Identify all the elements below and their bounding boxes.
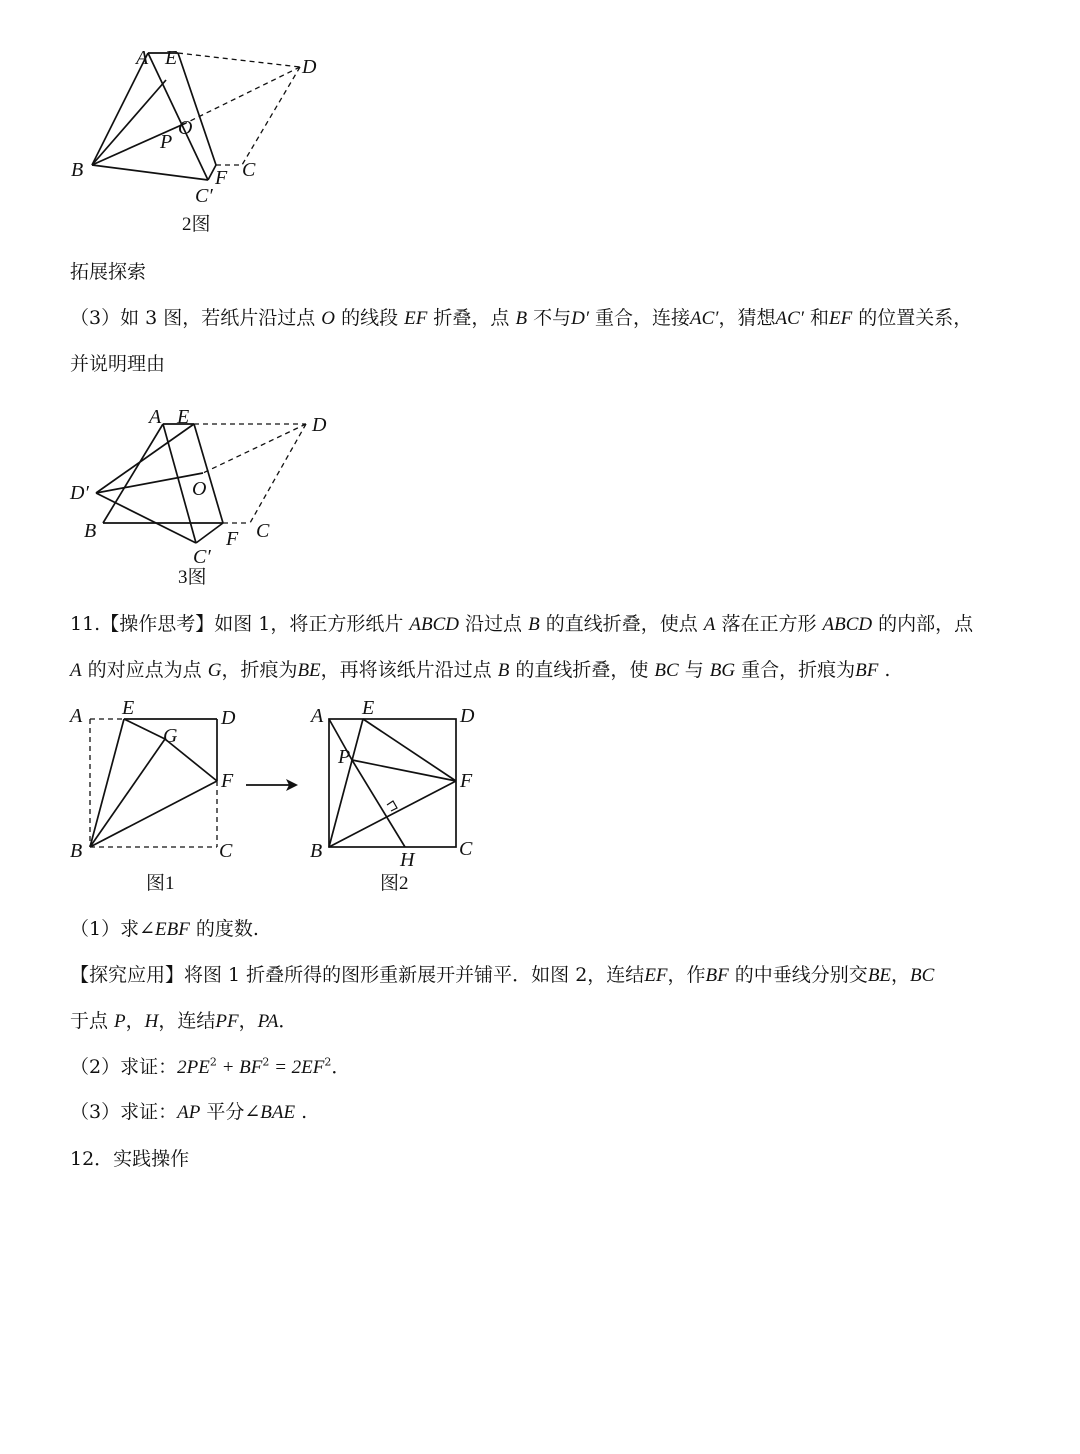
p11-explore-line-2: 于点 P，H，连结PF，PA． — [70, 1010, 298, 1032]
p11-explore-line-1: 【探究应用】将图 1 折叠所得的图形重新展开并铺平．如图 2，连结EF，作BF 的中垂线分别交BE，BC — [70, 964, 935, 986]
fig3-label-B: B — [84, 520, 97, 542]
fig2-label-Cprime: C′ — [195, 185, 213, 207]
fig2-label-A: A — [136, 47, 149, 69]
fig2-label-D: D — [302, 56, 317, 78]
fig11-2-label-D: D — [460, 705, 475, 727]
fig11-2-label-E: E — [362, 697, 375, 719]
p11-line-1: 11.【操作思考】如图 1，将正方形纸片 ABCD 沿过点 B 的直线折叠，使点 A 落在正方形 ABCD 的内部，点 — [70, 613, 974, 635]
fig3-label-Cprime: C′ — [193, 546, 211, 568]
fig2-label-P: P — [160, 131, 173, 153]
p12-title: 12．实践操作 — [70, 1148, 190, 1170]
fig3-label-Dprime: D′ — [70, 482, 89, 504]
fig2-label-O: O — [178, 117, 193, 139]
p11-q1: （1）求∠EBF 的度数. — [70, 918, 259, 940]
fig3-label-E: E — [177, 406, 190, 428]
fig11-1-label-E: E — [122, 697, 135, 719]
fig11-2-label-A: A — [311, 705, 324, 727]
fig3-label-O: O — [192, 478, 207, 500]
fig3-label-F: F — [226, 528, 239, 550]
figure-11-2 — [300, 695, 500, 895]
fig11-2-label-F: F — [460, 770, 473, 792]
fig11-1-caption: 图1 — [146, 873, 175, 894]
p11-q2: （2）求证：$2PE^2 + BF^2 = 2EF^2$． — [70, 1055, 351, 1078]
fig11-2-caption: 图2 — [380, 873, 409, 894]
fig2-label-F: F — [215, 167, 228, 189]
fig11-1-label-D: D — [221, 707, 236, 729]
fig3-caption: 3图 — [178, 567, 207, 588]
fig2-label-C: C — [242, 159, 256, 181]
fig2-caption: 2图 — [182, 214, 211, 235]
fig11-1-label-B: B — [70, 840, 83, 862]
fig3-label-D: D — [312, 414, 327, 436]
figure-3 — [60, 395, 350, 595]
figure-2 — [60, 40, 360, 240]
fig11-2-label-H: H — [400, 849, 415, 871]
fig11-2-label-B: B — [310, 840, 323, 862]
fig11-1-label-G: G — [163, 725, 178, 747]
q3-line-2: 并说明理由 — [70, 353, 166, 375]
fig3-label-C: C — [256, 520, 270, 542]
fig11-2-label-P: P — [338, 746, 351, 768]
arrow-icon — [240, 770, 304, 800]
q3-line-1: （3）如 3 图，若纸片沿过点 O 的线段 EF 折叠，点 B 不与D′ 重合，连接AC′，猜想AC′ 和EF 的位置关系， — [70, 307, 973, 329]
fig2-label-E: E — [165, 47, 178, 69]
fig11-1-label-F: F — [221, 770, 234, 792]
section-title: 拓展探索 — [70, 261, 147, 283]
fig3-label-A: A — [149, 406, 162, 428]
fig11-1-label-C: C — [219, 840, 233, 862]
fig11-1-label-A: A — [70, 705, 83, 727]
fig11-2-label-C: C — [459, 838, 473, 860]
p11-line-2: A 的对应点为点 G，折痕为BE，再将该纸片沿过点 B 的直线折叠，使 BC 与 BG 重合，折痕为BF . — [70, 659, 891, 681]
p11-q3: （3）求证：AP 平分∠BAE . — [70, 1101, 308, 1123]
fig2-label-B: B — [71, 159, 84, 181]
